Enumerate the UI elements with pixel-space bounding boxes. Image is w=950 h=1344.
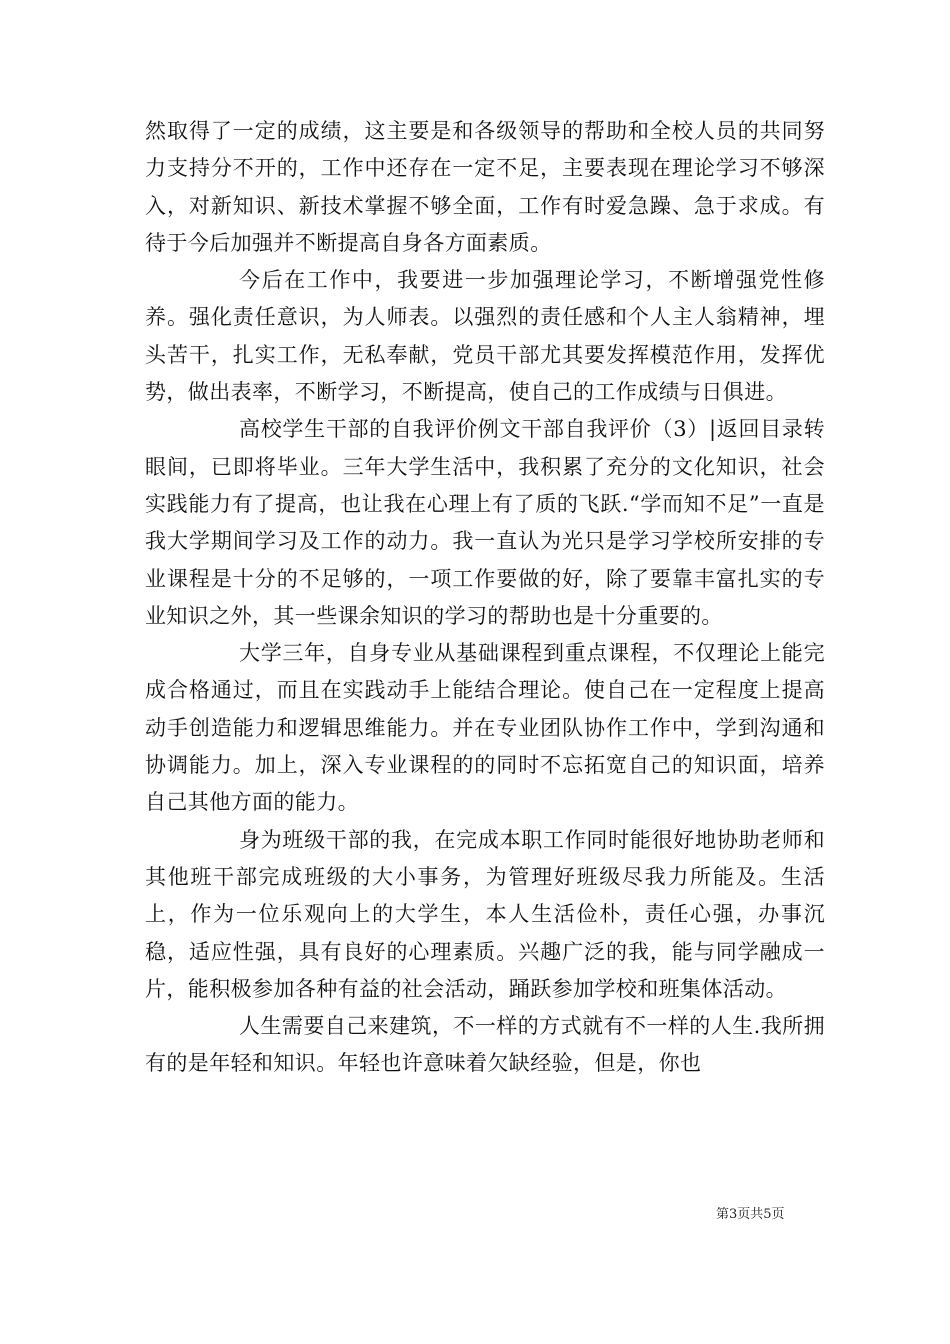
paragraph-5: 身为班级干部的我，在完成本职工作同时能很好地协助老师和其他班干部完成班级的大小事务，为管理好班级尽我力所能及。生活上，作为一位乐观向上的大学生，本人生活俭朴，责任心强，办事沉稳，适应性强，具有良好的心理素质。兴趣广泛的我，能与同学融成一片，能积极参加各种有益的社会活动，踊跃参加学校和班集体活动。	[145, 827, 825, 1001]
document-body	[145, 113, 825, 1083]
paragraph-1: 然取得了一定的成绩，这主要是和各级领导的帮助和全校人员的共同努力支持分不开的，工作中还存在一定不足，主要表现在理论学习不够深入，对新知识、新技术掌握不够全面，工作有时爱急躁、急于求成。有待于今后加强并不断提高自身各方面素质。	[145, 119, 825, 255]
paragraph-2: 今后在工作中，我要进一步加强理论学习，不断增强党性修养。强化责任意识，为人师表。以强烈的责任感和个人主人翁精神，埋头苦干，扎实工作，无私奉献，党员干部尤其要发挥模范作用，发挥优势，做出表率，不断学习，不断提高，使自己的工作成绩与日俱进。	[145, 268, 825, 405]
paragraph-6: 人生需要自己来建筑，不一样的方式就有不一样的人生.我所拥有的是年轻和知识。年轻也许意味着欠缺经验，但是，你也	[145, 1014, 825, 1076]
paragraph-4: 大学三年，自身专业从基础课程到重点课程，不仅理论上能完成合格通过，而且在实践动手上能结合理论。使自己在一定程度上提高动手创造能力和逻辑思维能力。并在专业团队协作工作中，学到沟通和协调能力。加上，深入专业课程的的同时不忘拓宽自己的知识面，培养自己其他方面的能力。	[145, 641, 825, 815]
paragraph-3: 高校学生干部的自我评价例文干部自我评价（3）|返回目录转眼间，已即将毕业。三年大学生活中，我积累了充分的文化知识，社会实践能力有了提高，也让我在心理上有了质的飞跃.“学而知不足”一直是我大学期间学习及工作的动力。我一直认为光只是学习学校所安排的专业课程是十分的不足够的，一项工作要做的好，除了要靠丰富扎实的专业知识之外，其一些课余知识的学习的帮助也是十分重要的。	[145, 417, 825, 628]
page-number-footer: 第3页共5页	[716, 1207, 785, 1222]
